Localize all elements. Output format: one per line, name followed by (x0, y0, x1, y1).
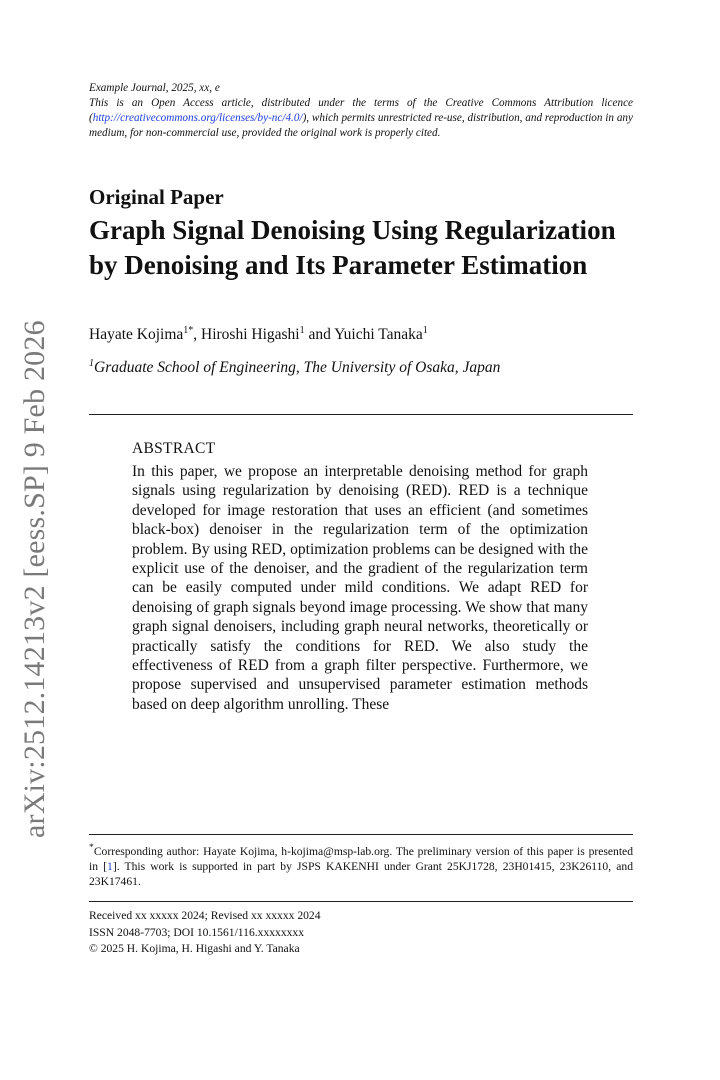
article-type: Original Paper (89, 185, 224, 209)
affiliation-mark: 1 (89, 357, 94, 369)
author-affil-mark: 1* (183, 324, 194, 336)
license-notice (89, 96, 633, 142)
author-name: Hayate Kojima (89, 326, 184, 343)
author-separator: and (304, 326, 335, 343)
author-name: Hiroshi Higashi (201, 326, 300, 343)
journal-header (89, 81, 633, 142)
abstract-body: In this paper, we propose an interpretable denoising method for graph signals using regularization by denoising (RED). RED is a technique developed for image restoration that uses an efficient (and sometimes black-box) denoiser in the regularization term of the optimization problem. By using RED, optimization problems can be designed with the explicit use of the denoiser, and the gradient of the regularization term can be easily computed under mild conditions. We adapt RED for denoising of graph signals beyond image processing. We show that many graph signal denoisers, including graph neural networks, theoretically or practically satisfy the conditions for RED. We also study the effectiveness of RED from a graph filter perspective. Furthermore, we propose supervised and unsupervised parameter estimation methods based on deep algorithm unrolling. These (132, 463, 588, 713)
journal-citation: Example Journal, 2025, xx, e (89, 82, 220, 94)
title-divider (89, 414, 633, 415)
footnote (89, 840, 633, 889)
license-text-pre: This is an Open Access article, distributed under the terms of the Creative Commons Attribution licence ( (89, 97, 633, 125)
issn-doi: ISSN 2048-7703; DOI 10.1561/116.xxxxxxxx (89, 925, 305, 939)
paper-title: Graph Signal Denoising Using Regularization by Denoising and Its Parameter Estimation (89, 215, 616, 280)
publication-info (89, 908, 321, 958)
affiliation (89, 359, 500, 377)
arxiv-watermark: arXiv:2512.14213v2 [eess.SP] 9 Feb 2026 (18, 320, 51, 838)
license-link[interactable]: http://creativecommons.org/licenses/by-nc/4.0/ (92, 112, 303, 125)
received-dates: Received xx xxxxx 2024; Revised xx xxxxx 2024 (89, 909, 321, 922)
footnote-text-pre: Corresponding author: Hayate Kojima, h-kojima@msp-lab.org. The preliminary version of this paper is presented in [ (89, 844, 633, 873)
affiliation-text: Graduate School of Engineering, The University of Osaka, Japan (94, 359, 501, 376)
pubinfo-divider (89, 901, 633, 902)
abstract-heading: ABSTRACT (132, 440, 216, 457)
copyright-line: © 2025 H. Kojima, H. Higashi and Y. Tanaka (89, 942, 300, 955)
citation-link[interactable]: 1 (107, 859, 113, 873)
footnote-text-post: ]. This work is supported in part by JSPS KAKENHI under Grant 25KJ1728, 23H01415, 23K26110, and 23K17461. (89, 859, 634, 888)
author-name: Yuichi Tanaka (334, 326, 423, 343)
abstract-section (132, 440, 588, 714)
footnote-divider (89, 834, 633, 835)
license-text-post: ), which permits unrestricted re-use, distribution, and reproduction in any medium, for non-commercial use, provided the original work is properly cited. (89, 112, 633, 140)
author-affil-mark: 1 (299, 324, 305, 336)
author-affil-mark: 1 (422, 324, 428, 336)
author-list (89, 326, 428, 344)
author-separator: , (193, 326, 202, 343)
footnote-mark: * (89, 842, 94, 853)
